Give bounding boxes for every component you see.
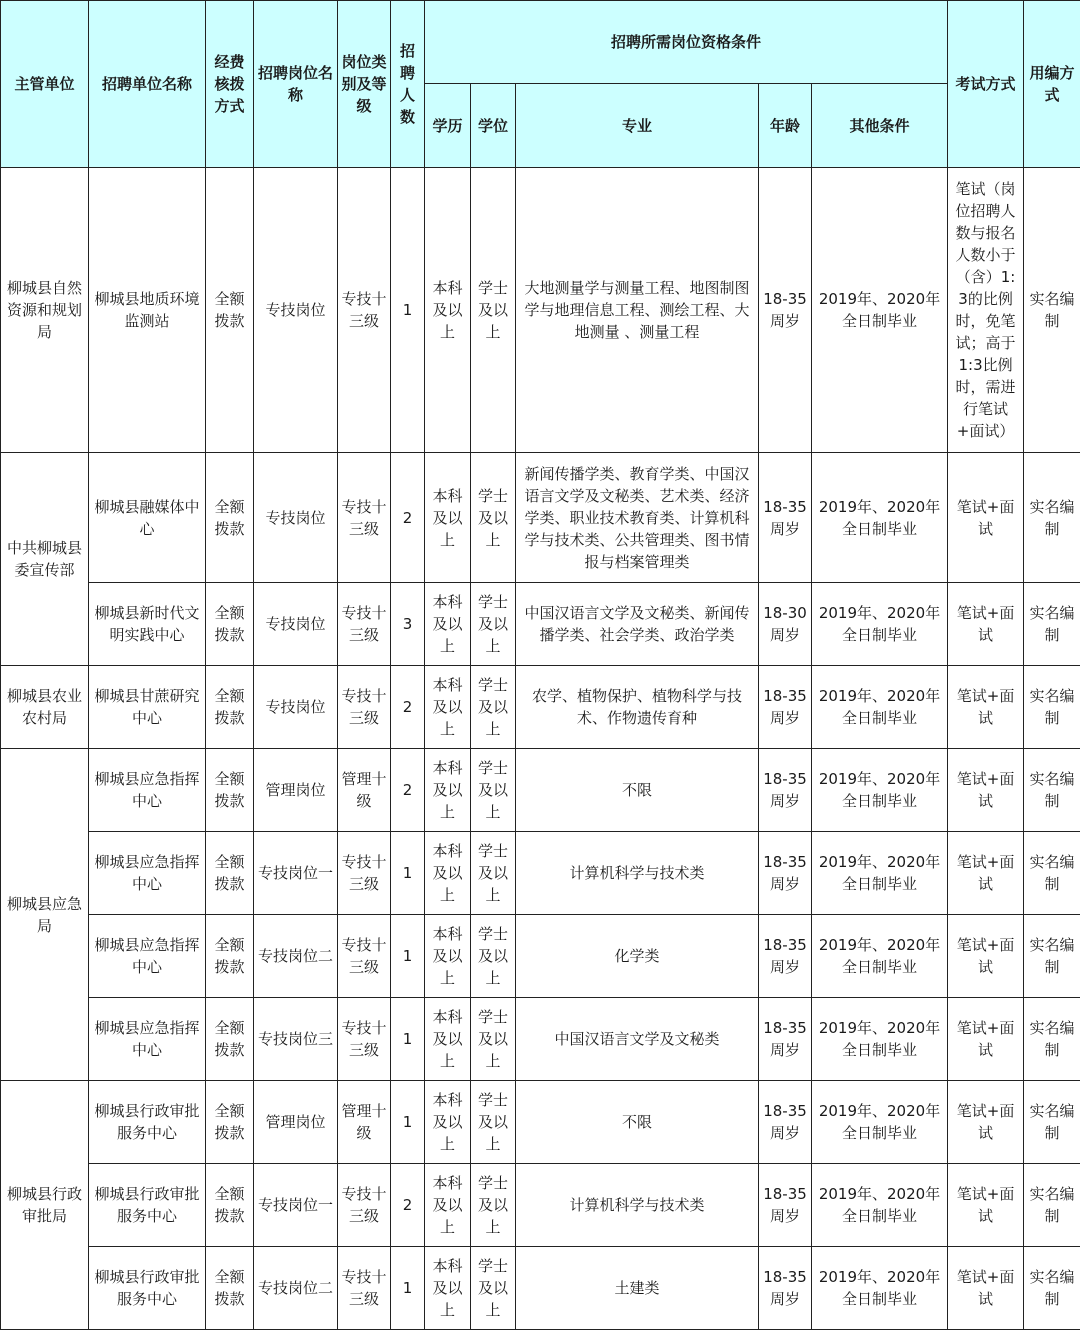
grade-cell: 专技十三级 xyxy=(338,168,391,453)
employer-cell: 柳城县应急指挥中心 xyxy=(89,915,206,998)
education-cell: 本科及以上 xyxy=(425,1164,471,1247)
funding-cell: 全额拨款 xyxy=(206,666,254,749)
employer-cell: 柳城县应急指挥中心 xyxy=(89,832,206,915)
education-cell: 本科及以上 xyxy=(425,583,471,666)
exam-cell: 笔试+面试 xyxy=(948,915,1024,998)
other-cell: 2019年、2020年全日制毕业 xyxy=(812,453,948,583)
exam-cell: 笔试+面试 xyxy=(948,1081,1024,1164)
education-cell: 本科及以上 xyxy=(425,1247,471,1330)
degree-cell: 学士及以上 xyxy=(471,453,516,583)
table-row xyxy=(1,453,1080,583)
position-cell: 专技岗位三 xyxy=(254,998,338,1081)
funding-cell: 全额拨款 xyxy=(206,998,254,1081)
header-other: 其他条件 xyxy=(812,84,948,168)
position-cell: 管理岗位 xyxy=(254,749,338,832)
age-cell: 18-30周岁 xyxy=(759,583,812,666)
age-cell: 18-35周岁 xyxy=(759,832,812,915)
exam-cell: 笔试+面试 xyxy=(948,666,1024,749)
age-cell: 18-35周岁 xyxy=(759,915,812,998)
other-cell: 2019年、2020年全日制毕业 xyxy=(812,1164,948,1247)
position-cell: 专技岗位 xyxy=(254,453,338,583)
position-cell: 专技岗位一 xyxy=(254,832,338,915)
employer-cell: 柳城县行政审批服务中心 xyxy=(89,1247,206,1330)
exam-cell: 笔试+面试 xyxy=(948,1247,1024,1330)
header-grade: 岗位类别及等级 xyxy=(338,1,391,168)
count-cell: 3 xyxy=(391,583,425,666)
funding-cell: 全额拨款 xyxy=(206,1247,254,1330)
other-cell: 2019年、2020年全日制毕业 xyxy=(812,1081,948,1164)
grade-cell: 专技十三级 xyxy=(338,915,391,998)
grade-cell: 专技十三级 xyxy=(338,998,391,1081)
count-cell: 1 xyxy=(391,998,425,1081)
header-education: 学历 xyxy=(425,84,471,168)
unit-cell: 柳城县行政审批局 xyxy=(1,1081,89,1330)
table-row xyxy=(1,1247,1080,1330)
degree-cell: 学士及以上 xyxy=(471,1247,516,1330)
staffing-cell: 实名编制 xyxy=(1024,832,1080,915)
count-cell: 1 xyxy=(391,168,425,453)
position-cell: 管理岗位 xyxy=(254,1081,338,1164)
other-cell: 2019年、2020年全日制毕业 xyxy=(812,832,948,915)
degree-cell: 学士及以上 xyxy=(471,1164,516,1247)
position-cell: 专技岗位一 xyxy=(254,1164,338,1247)
grade-cell: 专技十三级 xyxy=(338,832,391,915)
age-cell: 18-35周岁 xyxy=(759,1081,812,1164)
education-cell: 本科及以上 xyxy=(425,168,471,453)
employer-cell: 柳城县行政审批服务中心 xyxy=(89,1081,206,1164)
position-cell: 专技岗位 xyxy=(254,583,338,666)
major-cell: 中国汉语言文学及文秘类 xyxy=(516,998,759,1081)
major-cell: 不限 xyxy=(516,1081,759,1164)
age-cell: 18-35周岁 xyxy=(759,1164,812,1247)
employer-cell: 柳城县应急指挥中心 xyxy=(89,998,206,1081)
staffing-cell: 实名编制 xyxy=(1024,749,1080,832)
staffing-cell: 实名编制 xyxy=(1024,1164,1080,1247)
funding-cell: 全额拨款 xyxy=(206,1081,254,1164)
employer-cell: 柳城县融媒体中心 xyxy=(89,453,206,583)
count-cell: 1 xyxy=(391,1081,425,1164)
table-row xyxy=(1,832,1080,915)
header-funding: 经费核拨方式 xyxy=(206,1,254,168)
education-cell: 本科及以上 xyxy=(425,749,471,832)
grade-cell: 管理十级 xyxy=(338,1081,391,1164)
degree-cell: 学士及以上 xyxy=(471,583,516,666)
employer-cell: 柳城县应急指挥中心 xyxy=(89,749,206,832)
exam-cell: 笔试+面试 xyxy=(948,998,1024,1081)
funding-cell: 全额拨款 xyxy=(206,1164,254,1247)
count-cell: 2 xyxy=(391,453,425,583)
age-cell: 18-35周岁 xyxy=(759,666,812,749)
header-row-1 xyxy=(1,1,1080,84)
count-cell: 2 xyxy=(391,749,425,832)
exam-cell: 笔试（岗位招聘人数与报名人数小于（含）1:3的比例时，免笔试；高于1:3比例时，需进行笔试+面试） xyxy=(948,168,1024,453)
table-row xyxy=(1,666,1080,749)
table-row xyxy=(1,168,1080,453)
table-row xyxy=(1,1081,1080,1164)
table-row xyxy=(1,583,1080,666)
degree-cell: 学士及以上 xyxy=(471,749,516,832)
major-cell: 计算机科学与技术类 xyxy=(516,832,759,915)
major-cell: 计算机科学与技术类 xyxy=(516,1164,759,1247)
table-row xyxy=(1,749,1080,832)
funding-cell: 全额拨款 xyxy=(206,749,254,832)
grade-cell: 专技十三级 xyxy=(338,583,391,666)
education-cell: 本科及以上 xyxy=(425,915,471,998)
degree-cell: 学士及以上 xyxy=(471,1081,516,1164)
table-row xyxy=(1,915,1080,998)
staffing-cell: 实名编制 xyxy=(1024,583,1080,666)
funding-cell: 全额拨款 xyxy=(206,915,254,998)
employer-cell: 柳城县甘蔗研究中心 xyxy=(89,666,206,749)
major-cell: 化学类 xyxy=(516,915,759,998)
other-cell: 2019年、2020年全日制毕业 xyxy=(812,666,948,749)
education-cell: 本科及以上 xyxy=(425,998,471,1081)
degree-cell: 学士及以上 xyxy=(471,168,516,453)
funding-cell: 全额拨款 xyxy=(206,453,254,583)
exam-cell: 笔试+面试 xyxy=(948,583,1024,666)
degree-cell: 学士及以上 xyxy=(471,666,516,749)
unit-cell: 中共柳城县委宣传部 xyxy=(1,453,89,666)
position-cell: 专技岗位二 xyxy=(254,915,338,998)
major-cell: 农学、植物保护、植物科学与技术、作物遗传育种 xyxy=(516,666,759,749)
staffing-cell: 实名编制 xyxy=(1024,1081,1080,1164)
education-cell: 本科及以上 xyxy=(425,1081,471,1164)
education-cell: 本科及以上 xyxy=(425,453,471,583)
degree-cell: 学士及以上 xyxy=(471,915,516,998)
unit-cell: 柳城县农业农村局 xyxy=(1,666,89,749)
degree-cell: 学士及以上 xyxy=(471,998,516,1081)
education-cell: 本科及以上 xyxy=(425,832,471,915)
major-cell: 大地测量学与测量工程、地图制图学与地理信息工程、测绘工程、大地测量 、测量工程 xyxy=(516,168,759,453)
other-cell: 2019年、2020年全日制毕业 xyxy=(812,1247,948,1330)
age-cell: 18-35周岁 xyxy=(759,453,812,583)
header-position: 招聘岗位名称 xyxy=(254,1,338,168)
degree-cell: 学士及以上 xyxy=(471,832,516,915)
header-requirements: 招聘所需岗位资格条件 xyxy=(425,1,948,84)
age-cell: 18-35周岁 xyxy=(759,168,812,453)
staffing-cell: 实名编制 xyxy=(1024,1247,1080,1330)
funding-cell: 全额拨款 xyxy=(206,168,254,453)
header-age: 年龄 xyxy=(759,84,812,168)
header-staffing: 用编方式 xyxy=(1024,1,1080,168)
header-count: 招聘人数 xyxy=(391,1,425,168)
count-cell: 2 xyxy=(391,1164,425,1247)
exam-cell: 笔试+面试 xyxy=(948,453,1024,583)
funding-cell: 全额拨款 xyxy=(206,832,254,915)
other-cell: 2019年、2020年全日制毕业 xyxy=(812,915,948,998)
header-major: 专业 xyxy=(516,84,759,168)
position-cell: 专技岗位二 xyxy=(254,1247,338,1330)
age-cell: 18-35周岁 xyxy=(759,998,812,1081)
employer-cell: 柳城县新时代文明实践中心 xyxy=(89,583,206,666)
staffing-cell: 实名编制 xyxy=(1024,998,1080,1081)
position-cell: 专技岗位 xyxy=(254,666,338,749)
staffing-cell: 实名编制 xyxy=(1024,666,1080,749)
staffing-cell: 实名编制 xyxy=(1024,168,1080,453)
other-cell: 2019年、2020年全日制毕业 xyxy=(812,168,948,453)
table-row xyxy=(1,1164,1080,1247)
grade-cell: 管理十级 xyxy=(338,749,391,832)
age-cell: 18-35周岁 xyxy=(759,749,812,832)
major-cell: 土建类 xyxy=(516,1247,759,1330)
employer-cell: 柳城县地质环境监测站 xyxy=(89,168,206,453)
other-cell: 2019年、2020年全日制毕业 xyxy=(812,583,948,666)
major-cell: 中国汉语言文学及文秘类、新闻传播学类、社会学类、政治学类 xyxy=(516,583,759,666)
education-cell: 本科及以上 xyxy=(425,666,471,749)
header-exam: 考试方式 xyxy=(948,1,1024,168)
grade-cell: 专技十三级 xyxy=(338,1164,391,1247)
grade-cell: 专技十三级 xyxy=(338,453,391,583)
count-cell: 1 xyxy=(391,1247,425,1330)
exam-cell: 笔试+面试 xyxy=(948,749,1024,832)
funding-cell: 全额拨款 xyxy=(206,583,254,666)
position-cell: 专技岗位 xyxy=(254,168,338,453)
count-cell: 1 xyxy=(391,832,425,915)
grade-cell: 专技十三级 xyxy=(338,666,391,749)
count-cell: 2 xyxy=(391,666,425,749)
exam-cell: 笔试+面试 xyxy=(948,832,1024,915)
header-degree: 学位 xyxy=(471,84,516,168)
major-cell: 不限 xyxy=(516,749,759,832)
major-cell: 新闻传播学类、教育学类、中国汉语言文学及文秘类、艺术类、经济学类、职业技术教育类、计算机科学与技术类、公共管理类、图书情报与档案管理类 xyxy=(516,453,759,583)
table-row xyxy=(1,998,1080,1081)
age-cell: 18-35周岁 xyxy=(759,1247,812,1330)
count-cell: 1 xyxy=(391,915,425,998)
other-cell: 2019年、2020年全日制毕业 xyxy=(812,998,948,1081)
other-cell: 2019年、2020年全日制毕业 xyxy=(812,749,948,832)
employer-cell: 柳城县行政审批服务中心 xyxy=(89,1164,206,1247)
header-unit: 主管单位 xyxy=(1,1,89,168)
staffing-cell: 实名编制 xyxy=(1024,915,1080,998)
exam-cell: 笔试+面试 xyxy=(948,1164,1024,1247)
unit-cell: 柳城县应急局 xyxy=(1,749,89,1081)
grade-cell: 专技十三级 xyxy=(338,1247,391,1330)
unit-cell: 柳城县自然资源和规划局 xyxy=(1,168,89,453)
staffing-cell: 实名编制 xyxy=(1024,453,1080,583)
header-employer: 招聘单位名称 xyxy=(89,1,206,168)
